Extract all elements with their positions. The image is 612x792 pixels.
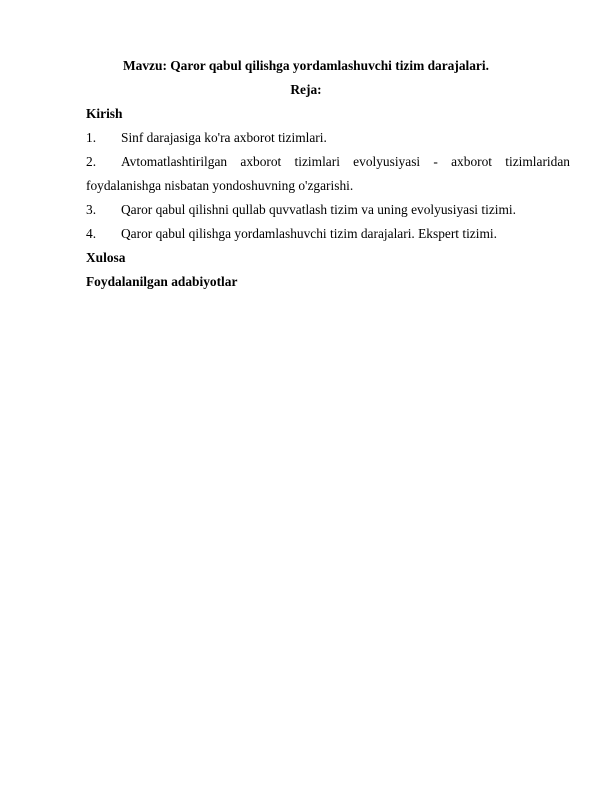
references-heading: Foydalanilgan adabiyotlar [86,274,238,289]
plan-heading: Reja: [290,82,322,97]
document-title: Mavzu: Qaror qabul qilishga yordamlashuvchi tizim darajalari. [123,58,489,73]
list-item-continuation: foydalanishga nisbatan yondoshuvning o'zgarishi. [86,178,354,193]
intro-heading: Kirish [86,106,123,121]
list-item-text: Qaror qabul qilishni qullab quvvatlash tizim va uning evolyusiyasi tizimi. [121,202,516,217]
list-item-number: 1. [86,130,97,145]
list-item-number: 4. [86,226,97,241]
list-item-text: Qaror qabul qilishga yordamlashuvchi tizim darajalari. Ekspert tizimi. [121,226,497,241]
list-item-number: 3. [86,202,97,217]
list-item-number: 2. [86,154,97,169]
conclusion-heading: Xulosa [86,250,126,265]
list-item-text: Sinf darajasiga ko'ra axborot tizimlari. [121,130,327,145]
list-item-text: Avtomatlashtirilgan axborot tizimlari evolyusiyasi - axborot tizimlaridan [121,154,570,169]
